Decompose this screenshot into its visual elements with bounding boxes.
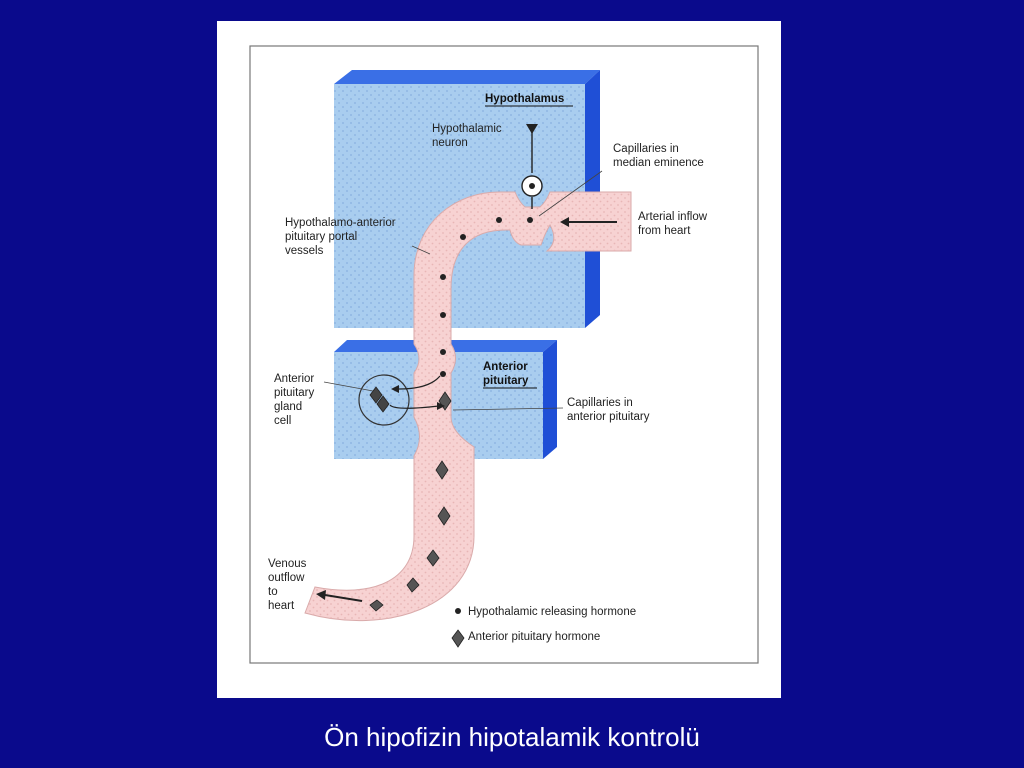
legend-pituitary-hormone: Anterior pituitary hormone [468,631,601,643]
hypothalamic-neuron-label: Hypothalamic neuron [432,123,502,149]
arterial-inflow-label: Arterial inflow from heart [638,211,708,237]
legend [452,606,636,647]
pituitary-portal-diagram [217,21,781,698]
figure-panel [217,21,781,698]
legend-dot-icon [455,608,461,614]
slide-caption: Ön hipofizin hipotalamik kontrolü [324,722,700,752]
anterior-pituitary-title-line1: Anterior [483,361,528,373]
legend-releasing-hormone: Hypothalamic releasing hormone [468,606,637,618]
gland-cell-label: Anterior pituitary gland cell [274,373,315,427]
capillaries-median-eminence-label: Capillaries in median eminence [613,143,704,169]
legend-diamond-icon [452,630,464,647]
portal-vessels-label: Hypothalamo-anterior pituitary portal vessels [285,217,396,257]
venous-outflow-label: Venous outflow to heart [268,558,307,612]
capillaries-anterior-pituitary-label: Capillaries in anterior pituitary [567,397,650,423]
anterior-pituitary-title-line2: pituitary [483,375,529,387]
hypothalamus-title: Hypothalamus [485,93,565,105]
